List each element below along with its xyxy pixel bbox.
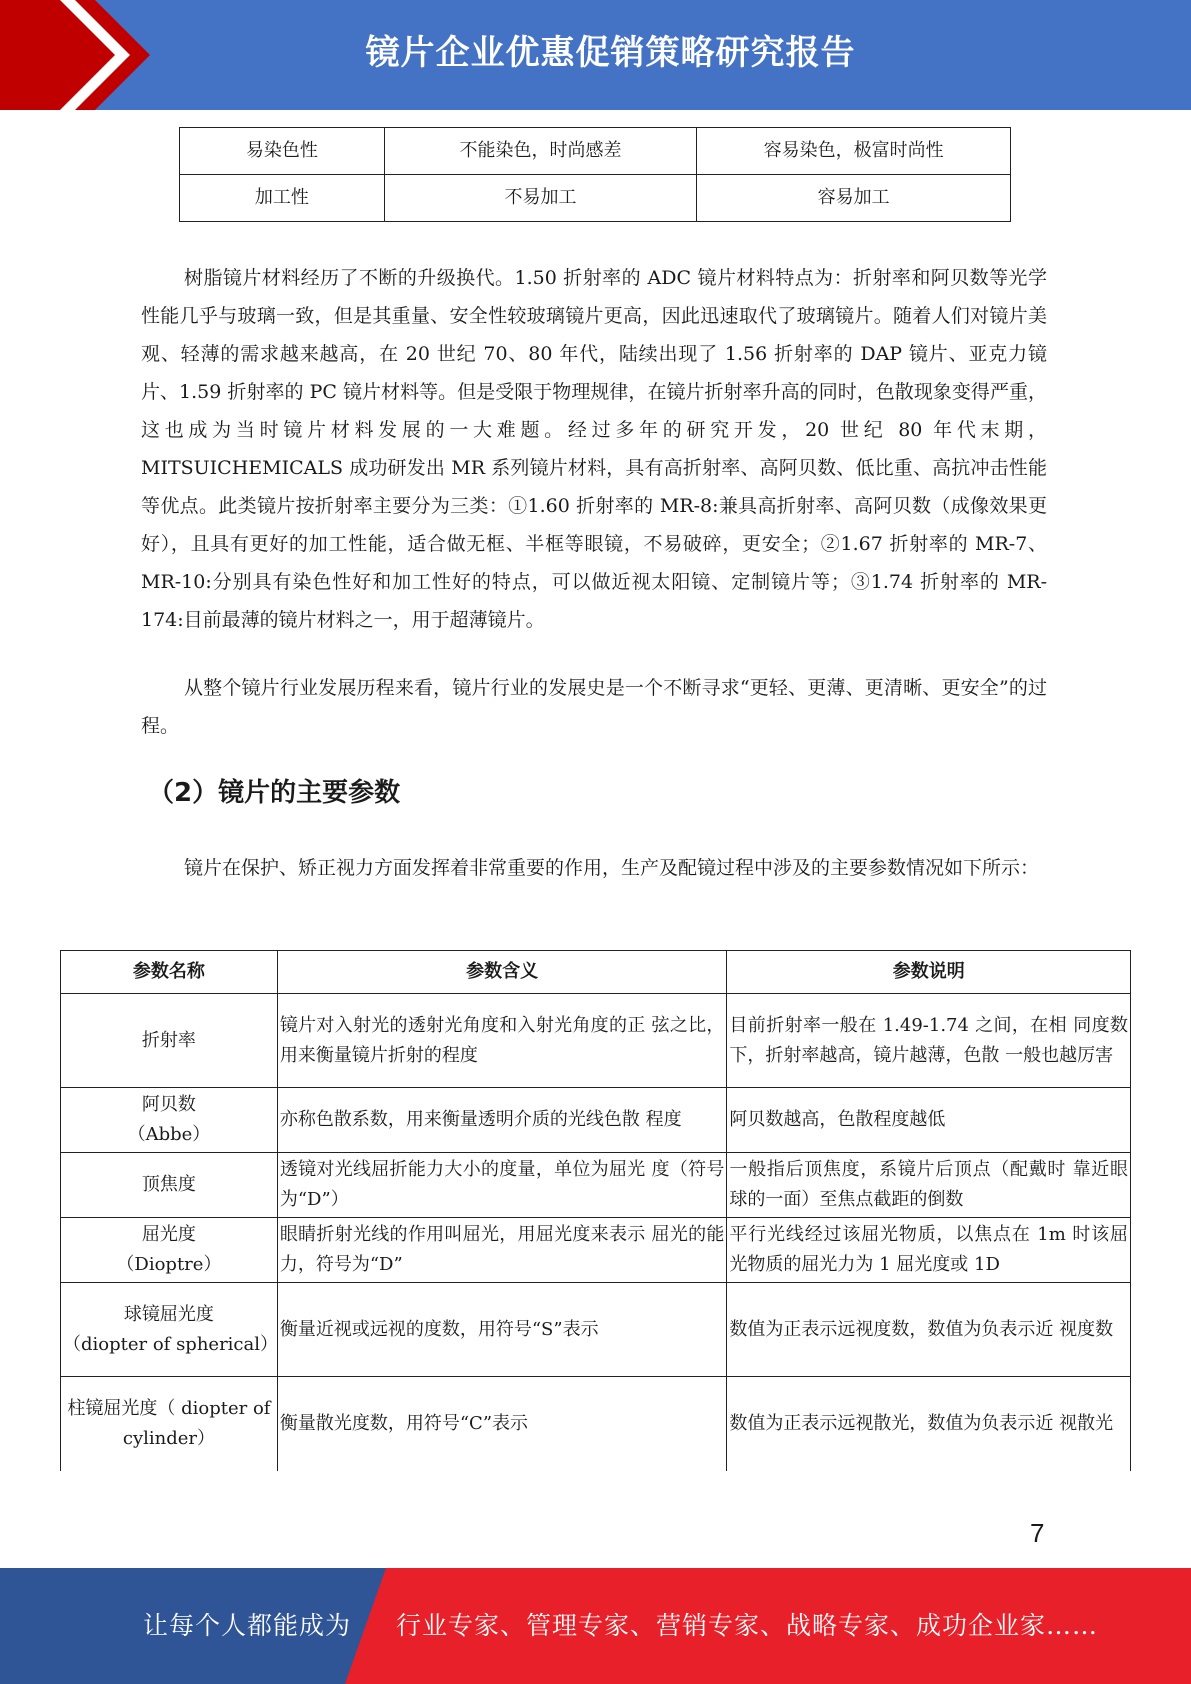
footer-slogan-right: 行业专家、管理专家、营销专家、战略专家、成功企业家…… [396, 1611, 1099, 1640]
column-header: 参数说明 [727, 951, 1131, 994]
table-cell: 加工性 [180, 175, 385, 222]
table-row [61, 1218, 1131, 1283]
param-name-cell [61, 994, 278, 1088]
param-name-en: （Abbe） [127, 1124, 211, 1145]
document-title: 镜片企业优惠促销策略研究报告 [365, 33, 856, 73]
table-cell: 不能染色，时尚感差 [384, 128, 697, 175]
table-row [61, 1377, 1131, 1471]
table-row [61, 994, 1131, 1088]
param-name: 阿贝数 [141, 1094, 196, 1115]
param-note: 平行光线经过该屈光物质，以焦点在 1m 时该屈光物质的屈光力为 1 屈光度或 1D [727, 1218, 1131, 1283]
param-meaning: 衡量散光度数，用符号“C”表示 [277, 1377, 727, 1471]
param-note: 数值为正表示远视散光，数值为负表示近 视散光 [727, 1377, 1131, 1471]
param-note: 一般指后顶焦度，系镜片后顶点（配戴时 靠近眼球的一面）至焦点截距的倒数 [727, 1153, 1131, 1218]
param-name-cell [61, 1283, 278, 1377]
param-name-en: （diopter of spherical） [63, 1333, 279, 1355]
param-name-cell [61, 1153, 278, 1218]
footer-slogan-left: 让每个人都能成为 [143, 1611, 352, 1640]
table-cell: 容易染色，极富时尚性 [697, 128, 1011, 175]
table-row [61, 1153, 1131, 1218]
param-meaning: 透镜对光线屈折能力大小的度量，单位为屈光 度（符号为“D”） [277, 1153, 727, 1218]
lens-parameter-table [60, 950, 1131, 1471]
table-row [61, 1088, 1131, 1153]
param-name-cell [61, 1377, 278, 1471]
table-row [180, 175, 1011, 222]
table-cell: 不易加工 [384, 175, 697, 222]
param-meaning: 衡量近视或远视的度数，用符号“S”表示 [277, 1283, 727, 1377]
material-comparison-table [179, 127, 1011, 222]
param-name: 柱镜屈光度（ diopter of [67, 1397, 271, 1419]
table-row [61, 1283, 1131, 1377]
param-name: 顶焦度 [141, 1174, 196, 1195]
param-name: 折射率 [141, 1029, 196, 1051]
param-meaning: 镜片对入射光的透射光角度和入射光角度的正 弦之比，用来衡量镜片折射的程度 [277, 994, 727, 1088]
header-bar [0, 0, 1191, 110]
param-meaning: 眼睛折射光线的作用叫屈光，用屈光度来表示 屈光的能力，符号为“D” [277, 1218, 727, 1283]
column-header: 参数含义 [277, 951, 727, 994]
table-header-row [61, 951, 1131, 994]
table-row [180, 128, 1011, 175]
param-name-en: （Dioptre） [116, 1254, 222, 1275]
param-note: 阿贝数越高，色散程度越低 [727, 1088, 1131, 1153]
page-number: 7 [1030, 1518, 1045, 1548]
footer-banner [0, 1568, 1191, 1684]
section-heading: （2）镜片的主要参数 [148, 778, 401, 808]
param-note: 目前折射率一般在 1.49-1.74 之间，在相 同度数下，折射率越高，镜片越薄，色散 一般也越厉害 [727, 994, 1131, 1088]
param-meaning: 亦称色散系数，用来衡量透明介质的光线色散 程度 [277, 1088, 727, 1153]
body-paragraph: 从整个镜片行业发展历程来看，镜片行业的发展史是一个不断寻求“更轻、更薄、更清晰、更安全”的过程。 [141, 677, 1047, 737]
param-name: 屈光度 [141, 1224, 196, 1245]
table-cell: 易染色性 [180, 128, 385, 175]
table-cell: 容易加工 [697, 175, 1011, 222]
param-name-cell [61, 1218, 278, 1283]
column-header: 参数名称 [61, 951, 278, 994]
param-name-en: cylinder） [122, 1427, 215, 1449]
param-name-cell [61, 1088, 278, 1153]
param-note: 数值为正表示远视度数，数值为负表示近 视度数 [727, 1283, 1131, 1377]
intro-paragraph: 镜片在保护、矫正视力方面发挥着非常重要的作用，生产及配镜过程中涉及的主要参数情况如下所示： [184, 857, 1040, 879]
body-paragraph: 树脂镜片材料经历了不断的升级换代。1.50 折射率的 ADC 镜片材料特点为：折射率和阿贝数等光学性能几乎与玻璃一致，但是其重量、安全性较玻璃镜片更高，因此迅速取代了玻璃镜片。随着人们对镜片美观、轻薄的需求越来越高，在 20 世纪 70、80 年代，陆续出现了 1.56 折射率的 DAP 镜片、亚克力镜片、1.59 折射率的 PC 镜片材料等。但是受限于物理规律，在镜片折射率升高的同时，色散现象变得严重，这也成为当时镜片材料发展的一大难题。经过多年的研究开发，20 世纪 80 年代末期，MITSUICHEMICALS 成功研发出 MR 系列镜片材料，具有高折射率、高阿贝数、低比重、高抗冲击性能等优点。此类镜片按折射率主要分为三类：①1.60 折射率的 MR-8:兼具高折射率、高阿贝数（成像效果更好），且具有更好的加工性能，适合做无框、半框等眼镜，不易破碎，更安全；②1.67 折射率的 MR-7、MR-10:分别具有染色性好和加工性好的特点，可以做近视太阳镜、定制镜片等；③1.74 折射率的 MR-174:目前最薄的镜片材料之一，用于超薄镜片。 [141, 267, 1047, 631]
param-name: 球镜屈光度 [123, 1303, 214, 1325]
